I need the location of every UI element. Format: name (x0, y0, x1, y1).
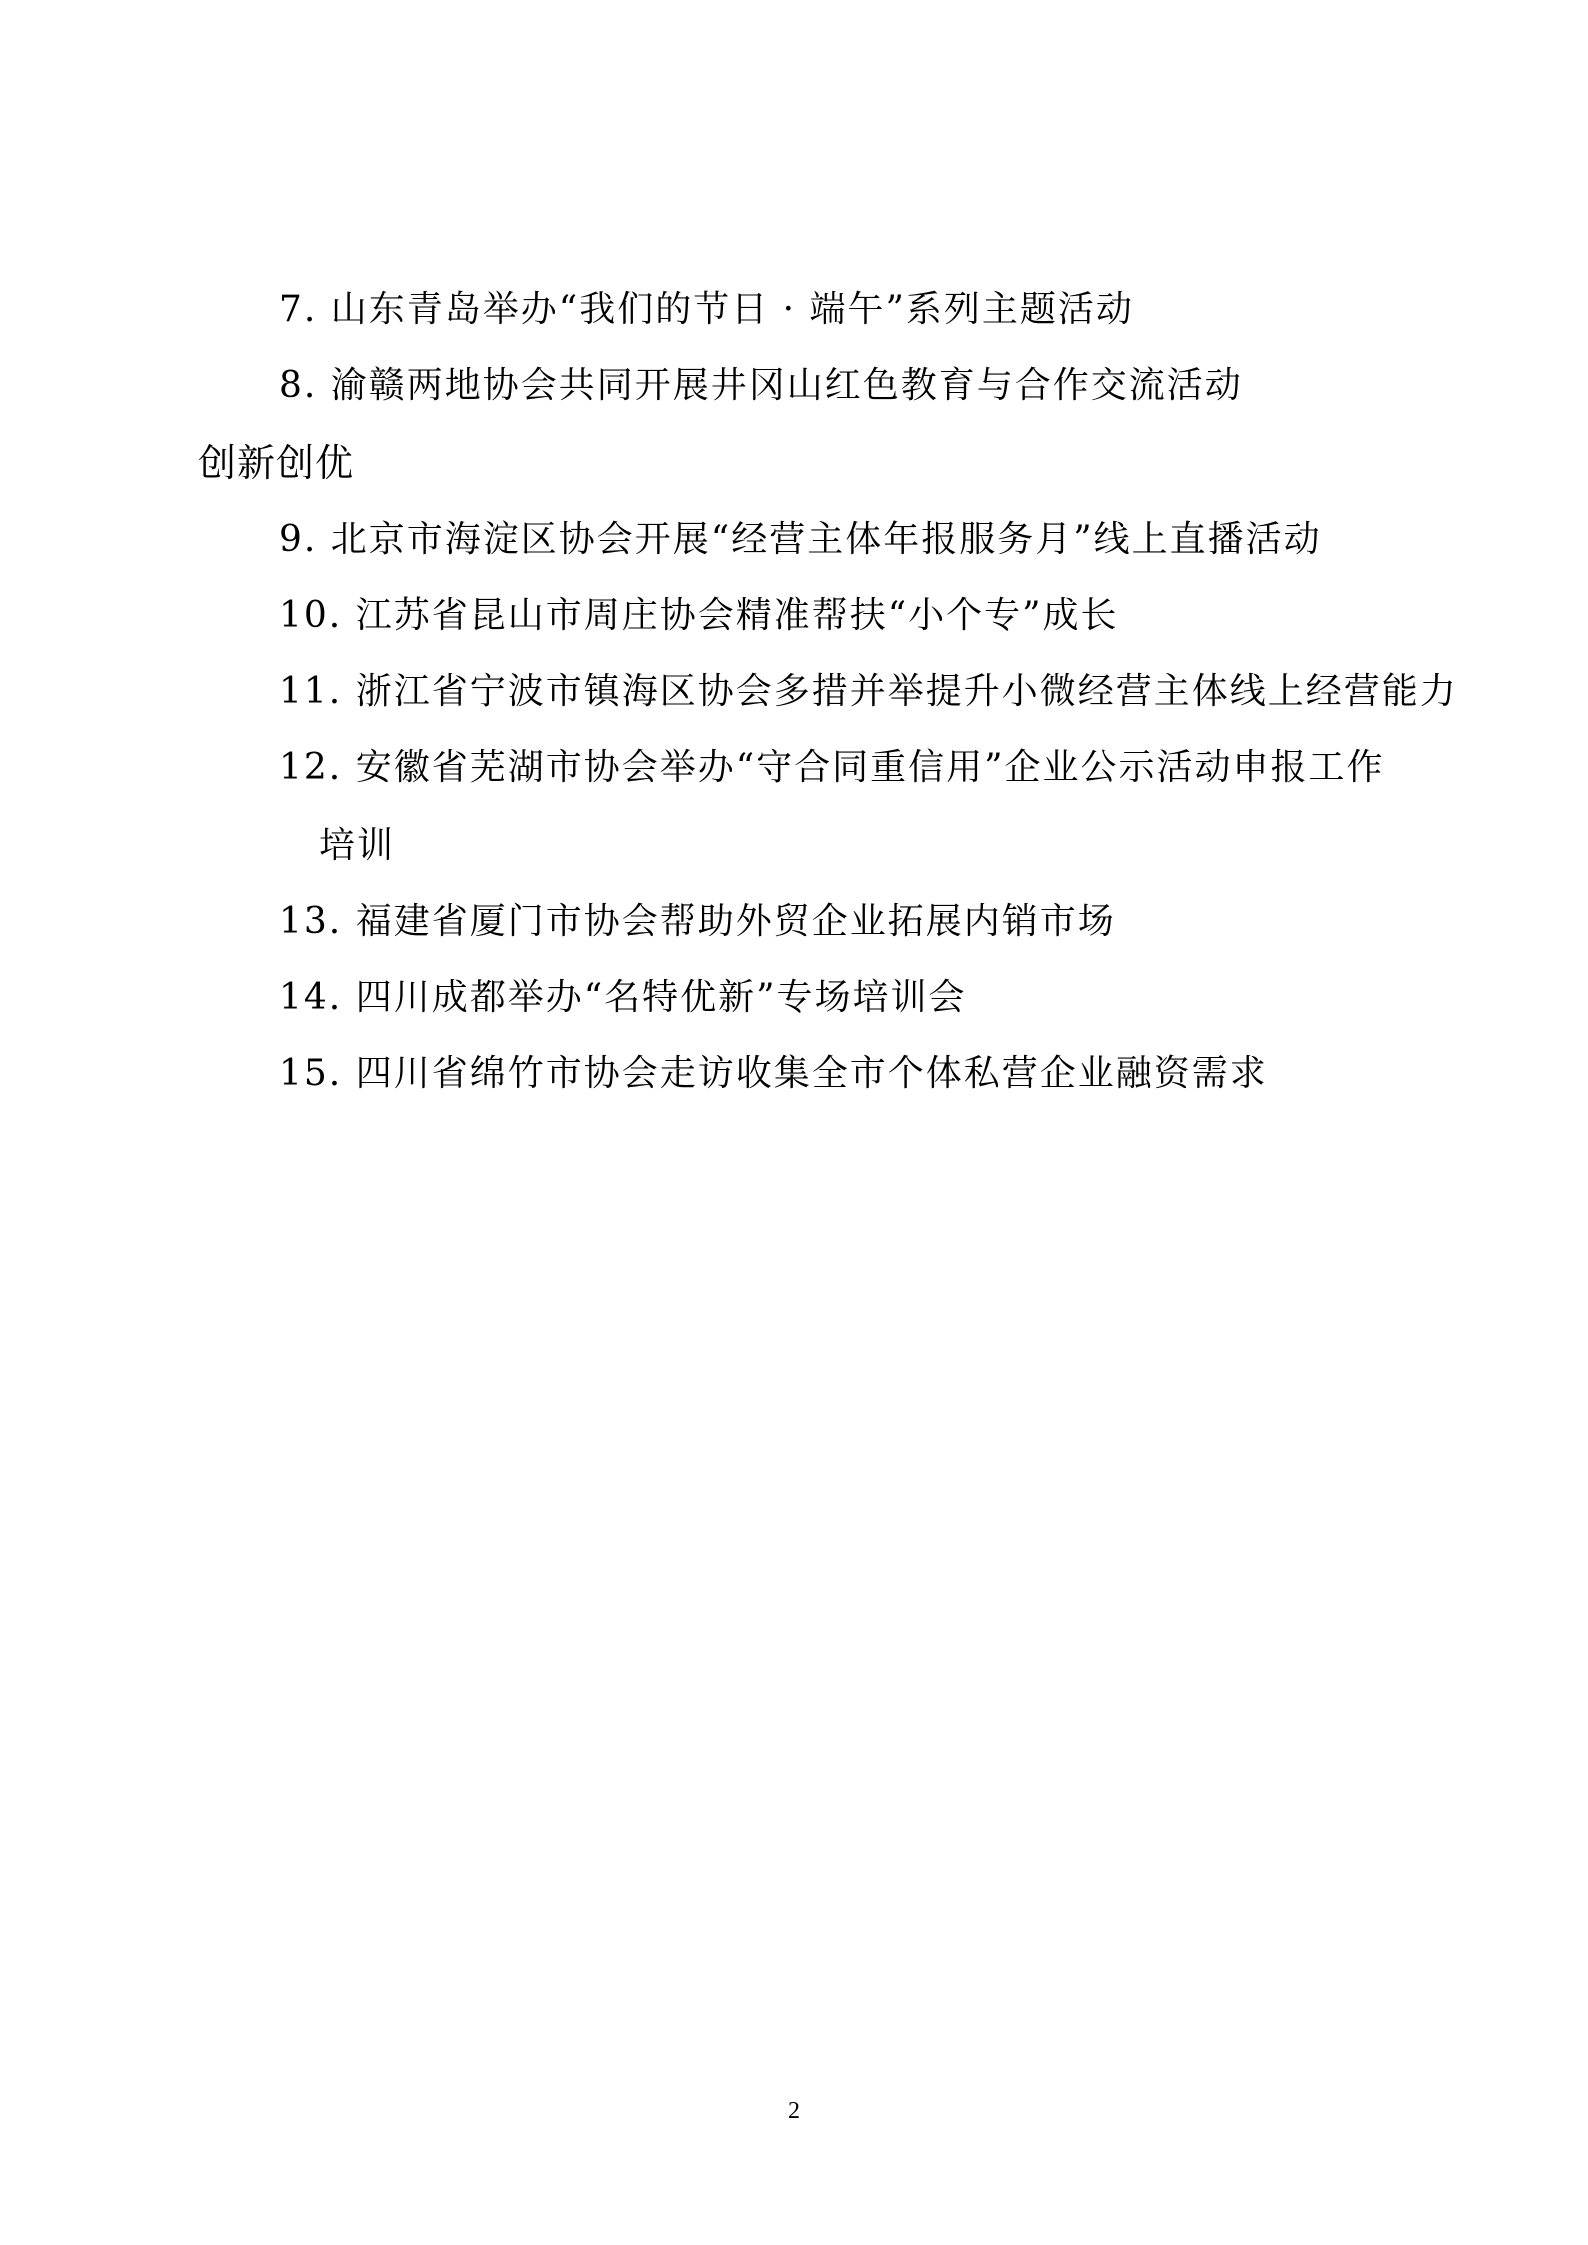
list-item: 15. 四川省绵竹市协会走访收集全市个体私营企业融资需求 (279, 1053, 1268, 1094)
list-item: 7. 山东青岛举办“我们的节日 · 端午”系列主题活动 (279, 289, 1134, 330)
list-item: 8. 渝赣两地协会共同开展井冈山红色教育与合作交流活动 (279, 365, 1243, 406)
section-heading: 创新创优 (198, 441, 355, 485)
list-item-continuation: 培训 (319, 825, 396, 866)
list-item: 13. 福建省厦门市协会帮助外贸企业拓展内销市场 (279, 901, 1116, 942)
list-item: 12. 安徽省芜湖市协会举办“守合同重信用”企业公示活动申报工作 (279, 747, 1385, 788)
list-item: 11. 浙江省宁波市镇海区协会多措并举提升小微经营主体线上经营能力 (279, 671, 1458, 712)
list-item: 10. 江苏省昆山市周庄协会精准帮扶“小个专”成长 (279, 595, 1119, 636)
list-item: 9. 北京市海淀区协会开展“经营主体年报服务月”线上直播活动 (279, 519, 1322, 560)
page-number: 2 (788, 2098, 800, 2124)
list-item: 14. 四川成都举办“名特优新”专场培训会 (279, 977, 967, 1018)
